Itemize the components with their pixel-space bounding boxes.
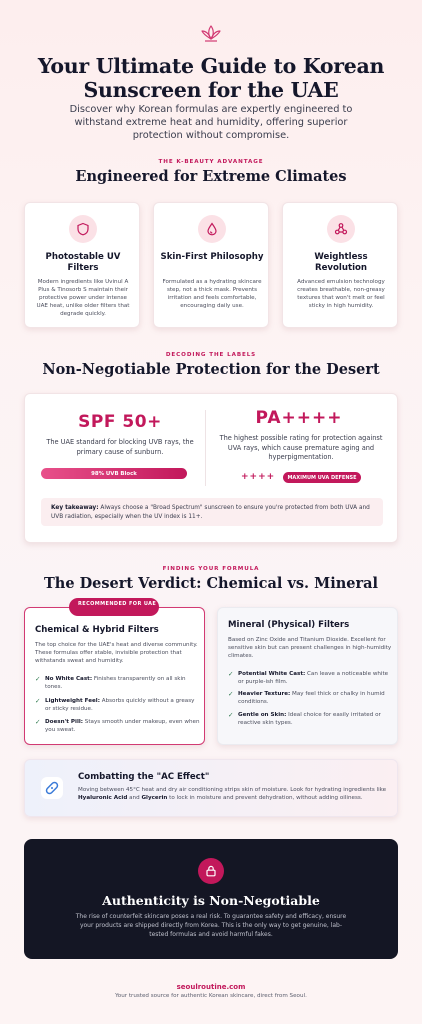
advantage-eyebrow: THE K-BEAUTY ADVANTAGE — [158, 159, 264, 165]
mineral-title: Mineral (Physical) Filters — [228, 620, 350, 630]
footer-tagline: Your trusted source for authentic Korean skincare, direct from Seoul. — [115, 993, 307, 999]
bullet-text: Can leave a noticeable white or purple-ish film. — [238, 671, 389, 685]
check-icon: ✓ — [228, 711, 234, 719]
ac-text-part: and — [127, 795, 142, 801]
pa-description: The highest possible rating for protection against UVA rays, which cause premature aging and hyperpigmentation. — [219, 434, 383, 461]
feature-card-weightless — [282, 202, 398, 328]
ingredient-hyaluronic: Hyaluronic Acid — [78, 795, 128, 801]
mineral-bullet — [228, 670, 393, 686]
mineral-filters-card — [217, 607, 398, 745]
lotus-icon — [199, 22, 223, 46]
verdict-heading: The Desert Verdict: Chemical vs. Mineral — [43, 575, 379, 592]
authenticity-panel — [24, 839, 398, 959]
bullet-label: Gentle on Skin: — [238, 712, 287, 718]
bullet-label: Doesn't Pill: — [45, 719, 84, 725]
feature-card-uv-filters — [24, 202, 140, 328]
uva-defense-badge: MAXIMUM UVA DEFENSE — [283, 472, 361, 483]
bullet-label: Potential White Cast: — [238, 671, 306, 677]
chemical-bullet — [35, 718, 200, 734]
chemical-bullet — [35, 675, 200, 691]
feature-card-skin-first — [153, 202, 269, 328]
feature-text: Modern ingredients like Uvinul A Plus & Tinosorb S maintain their protective power under intense UAE heat, unlike older filters that degrade quickly. — [36, 279, 130, 317]
ac-text-part: to lock in moisture and prevent dehydration, without adding oiliness. — [167, 795, 363, 801]
bullet-text: Absorbs quickly without a greasy or sticky residue. — [45, 698, 195, 712]
ingredient-glycerin: Glycerin — [141, 795, 168, 801]
bullet-label: Lightweight Feel: — [45, 698, 100, 704]
labels-heading: Non-Negotiable Protection for the Desert — [42, 361, 380, 378]
bullet-text: Stays smooth under makeup, even when you sweat. — [45, 719, 200, 733]
bullet-label: No White Cast: — [45, 676, 93, 682]
feature-text: Advanced emulsion technology creates breathable, non-greasy textures that won't melt or feel sticky in high humidity. — [297, 279, 385, 309]
ac-text-part: Moving between 45°C heat and dry air conditioning strips skin of moisture. Look for hydrating ingredients like — [78, 787, 387, 793]
check-icon: ✓ — [35, 718, 41, 726]
droplet-icon — [198, 215, 226, 243]
chemical-title: Chemical & Hybrid Filters — [35, 625, 159, 635]
bullet-text: Finishes transparently on all skin tones. — [45, 676, 186, 690]
check-icon: ✓ — [228, 690, 234, 698]
key-takeaway-label: Key takeaway: — [51, 505, 99, 511]
feature-title: Skin-First Philosophy — [160, 252, 264, 262]
lock-icon — [198, 858, 224, 884]
verdict-eyebrow: FINDING YOUR FORMULA — [162, 566, 260, 572]
mineral-text: Based on Zinc Oxide and Titanium Dioxide. Excellent for sensitive skin but can present challenges in high-humidity climates. — [228, 637, 392, 659]
feature-text: Formulated as a hydrating skincare step, not a thick mask. Prevents irritation and feels comfortable, encouraging daily use. — [162, 279, 262, 309]
ac-effect-title: Combatting the "AC Effect" — [78, 772, 210, 782]
page-subtitle: Discover why Korean formulas are expertly engineered to withstand extreme heat and humidity, offering superior protection without compromise. — [69, 104, 353, 141]
spf-value: SPF 50+ — [78, 412, 162, 432]
authenticity-title: Authenticity is Non-Negotiable — [102, 893, 320, 908]
bullet-text: May feel thick or chalky in humid conditions. — [238, 691, 385, 705]
check-icon: ✓ — [35, 697, 41, 705]
mineral-bullet — [228, 690, 393, 706]
feature-title: Weightless Revolution — [314, 252, 368, 273]
bullet-label: Heavier Texture: — [238, 691, 291, 697]
key-takeaway-text: Always choose a "Broad Spectrum" sunscreen to ensure you're protected from both UVA and UVB radiation, especially when the UV index is 11+. — [51, 505, 370, 520]
recommended-badge: RECOMMENDED FOR UAE — [69, 598, 159, 616]
spf-pa-card — [24, 393, 398, 543]
footer-site-link[interactable]: seoulroutine.com — [176, 983, 246, 991]
mineral-bullet — [228, 711, 393, 727]
feature-title: Photostable UV Filters — [45, 252, 121, 273]
spf-description: The UAE standard for blocking UVB rays, the primary cause of sunburn. — [46, 438, 194, 456]
authenticity-text: The rise of counterfeit skincare poses a real risk. To guarantee safety and efficacy, ensure your products are shipped directly from Korea. This is the only way to get genuine, lab-tested formulas and avoid harmful fakes. — [75, 913, 347, 938]
ac-effect-text — [78, 786, 390, 802]
bullet-text: Ideal choice for easily irritated or reactive skin types. — [238, 712, 381, 726]
page-title: Your Ultimate Guide to Korean Sunscreen for the UAE — [37, 54, 385, 102]
chemical-bullet — [35, 697, 200, 713]
uvb-block-bar: 98% UVB Block — [41, 468, 187, 479]
key-takeaway — [41, 498, 383, 526]
check-icon: ✓ — [35, 675, 41, 683]
labels-eyebrow: DECODING THE LABELS — [165, 352, 257, 358]
advantage-heading: Engineered for Extreme Climates — [75, 168, 347, 185]
pa-value: PA++++ — [255, 408, 343, 428]
column-divider — [205, 410, 206, 486]
pa-plus-rating: ++++ — [241, 472, 276, 482]
shield-icon — [69, 215, 97, 243]
chemical-filters-card — [24, 607, 205, 745]
check-icon: ✓ — [228, 670, 234, 678]
molecule-icon — [327, 215, 355, 243]
chemical-text: The top choice for the UAE's heat and diverse community. These formulas offer stable, invisible protection that withstands sweat and humidity. — [35, 642, 198, 664]
bandage-icon — [41, 777, 63, 799]
ac-effect-card — [24, 759, 398, 817]
